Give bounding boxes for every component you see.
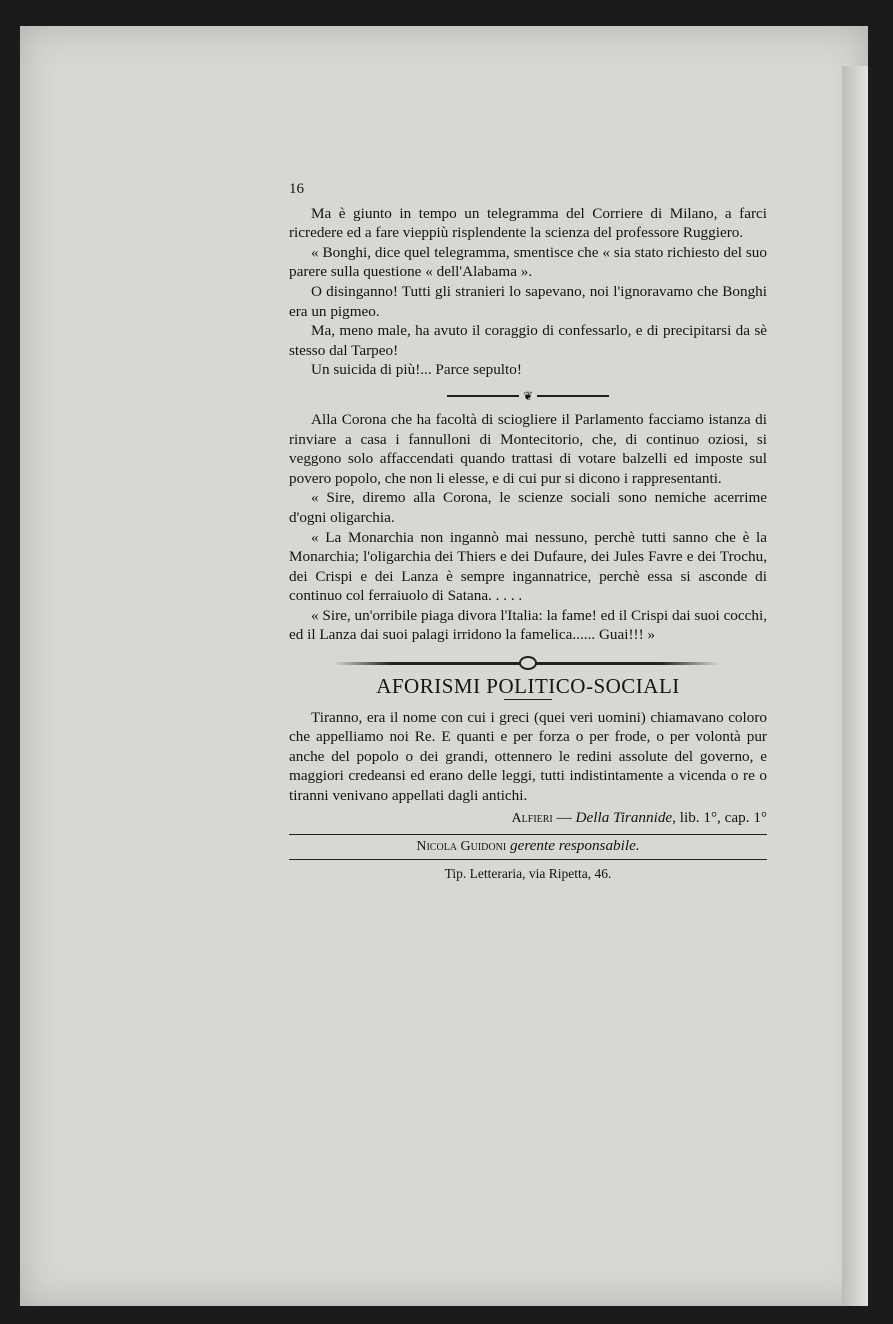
paragraph-aphorism: Tiranno, era il nome con cui i greci (quei veri uomini) chiamavano coloro che appelliamo noi Re. E quanti e per forza o per frode, o per volontà pur anche del popolo o dei grandi, ottennero le redini assolute del governo, e maggiori credeansi ed erano delle leggi, tutti indistintamente a vicenda o re o tiranni venivano appellati dagli antichi. xyxy=(289,708,767,805)
paragraph-suicida: Un suicida di più!... Parce sepulto! xyxy=(311,361,522,379)
paragraph-disinganno: O disinganno! Tutti gli stranieri lo sapevano, noi l'ignoravamo che Bonghi era un pigmeo. xyxy=(289,282,767,320)
citation: Alfieri — Della Tirannide, lib. 1°, cap. 1° xyxy=(511,808,767,826)
ornament-divider: ❦ xyxy=(289,386,767,400)
footer-rule-top xyxy=(289,834,767,835)
title-underline xyxy=(504,699,552,700)
fancy-rule xyxy=(289,655,767,671)
paragraph-quote-bonghi: « Bonghi, dice quel telegramma, smentisce che « sia stato richiesto del suo parere sulla questione « dell'Alabama ». xyxy=(289,243,767,281)
paragraph-monarchia: « La Monarchia non ingannò mai nessuno, perchè tutti sanno che è la Monarchia; l'oligarchia dei Thiers e dei Dufaure, dei Jules Favre e dei Trochu, dei Crispi e dei Lanza è sempre ingannatrice, perchè essa si asconde di continuo col ferraiuolo di Satana. . . . . xyxy=(289,528,767,605)
citation-ref: lib. 1°, cap. 1° xyxy=(679,808,767,826)
footer-role: gerente responsabile. xyxy=(509,837,640,855)
page-number: 16 xyxy=(289,181,304,197)
footer-name: Nicola Guidoni xyxy=(416,839,507,855)
footer-responsible xyxy=(289,836,767,857)
paragraph-confessarlo: Ma, meno male, ha avuto il coraggio di confessarlo, e di precipitarsi da sè stesso dal Tarpeo! xyxy=(289,322,767,359)
page-edge xyxy=(842,66,868,1306)
section-title: AFORISMI POLITICO-SOCIALI xyxy=(376,674,680,699)
paragraph-telegram: Ma è giunto in tempo un telegramma del Corriere di Milano, a farci ricredere ed a fare vieppiù risplendente la scienza del professore Ruggiero. xyxy=(289,204,767,242)
citation-work: Della Tirannide, xyxy=(575,808,676,826)
page-text-column xyxy=(289,180,767,883)
footer-printer: Tip. Letteraria, via Ripetta, 46. xyxy=(444,865,612,881)
footer-rule-bottom xyxy=(289,859,767,860)
paragraph-corona: Alla Corona che ha facoltà di sciogliere il Parlamento facciamo istanza di rinviare a casa i fannulloni di Montecitorio, che, di continuo oziosi, si veggono solo affaccendati quando trattasi di votare balzelli ed imposte sul povero popolo, che non li elesse, e di cui pur si dicono i rappresentanti. xyxy=(289,410,767,487)
citation-author: Alfieri xyxy=(511,810,553,826)
paragraph-sire-piaga: « Sire, un'orribile piaga divora l'Italia: la fame! ed il Crispi dai suoi cocchi, ed il Lanza dai suoi palagi irridono la famelica...... Guai!!! » xyxy=(289,606,767,644)
paragraph-sire-scienze: « Sire, diremo alla Corona, le scienze sociali sono nemiche acerrime d'ogni oligarchia. xyxy=(289,489,767,526)
